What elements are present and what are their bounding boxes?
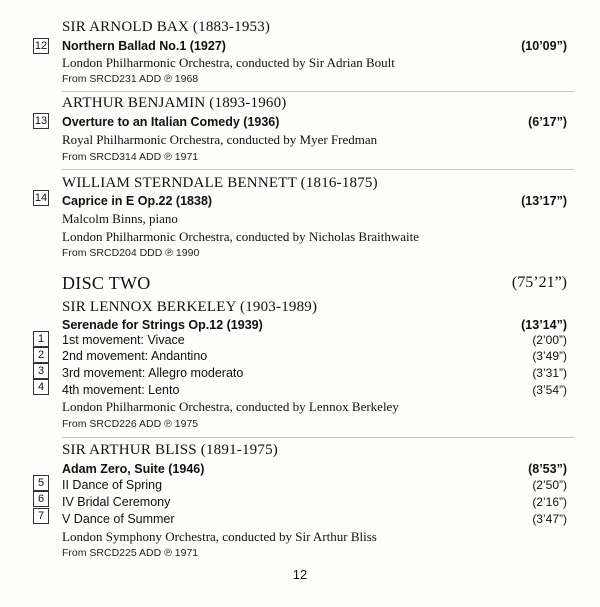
movement-title: V Dance of Summer: [62, 512, 175, 526]
work-duration: (8’53”): [528, 462, 567, 476]
performer-credit: Malcolm Binns, piano: [62, 211, 178, 226]
movement-title: 4th movement: Lento: [62, 383, 180, 397]
work-duration: (13’14”): [521, 318, 567, 332]
disc-title: DISC TWO: [62, 273, 151, 293]
page-number: 12: [292, 567, 308, 582]
work-title: Adam Zero, Suite (1946): [62, 462, 205, 476]
track-number: 5: [33, 475, 49, 491]
movement-duration: (3’49”): [532, 349, 567, 363]
work-duration: (10’09”): [521, 39, 567, 53]
track-number: 2: [33, 347, 49, 363]
movement-duration: (3’31”): [532, 366, 567, 380]
source-info: From SRCD204 DDD ℗ 1990: [62, 247, 200, 259]
performer-credit: London Philharmonic Orchestra, conducted by Nicholas Braithwaite: [62, 229, 420, 244]
track-number: 13: [34, 115, 48, 127]
track-number: 3: [33, 363, 49, 379]
track-number: 7: [33, 508, 49, 524]
composer-name: ARTHUR BENJAMIN (1893-1960): [62, 95, 287, 111]
composer-name: SIR LENNOX BERKELEY (1903-1989): [62, 299, 318, 315]
performer-credit: Royal Philharmonic Orchestra, conducted by Myer Fredman: [62, 132, 378, 147]
work-duration: (6’17”): [528, 115, 567, 129]
track-number: 1: [33, 331, 49, 347]
movement-duration: (3’47”): [532, 512, 567, 526]
source-info: From SRCD225 ADD ℗ 1971: [62, 547, 199, 559]
movement-title: 3rd movement: Allegro moderato: [62, 366, 244, 380]
track-number: 4: [33, 379, 49, 395]
work-title: Northern Ballad No.1 (1927): [62, 39, 226, 53]
source-info: From SRCD226 ADD ℗ 1975: [62, 418, 199, 430]
work-title: Caprice in E Op.22 (1838): [62, 194, 213, 208]
composer-name: SIR ARTHUR BLISS (1891-1975): [62, 442, 278, 458]
section-divider: [62, 91, 574, 92]
movement-duration: (2’00”): [532, 333, 567, 347]
performer-credit: London Philharmonic Orchestra, conducted by Lennox Berkeley: [62, 399, 399, 414]
work-title: Serenade for Strings Op.12 (1939): [62, 318, 263, 332]
source-info: From SRCD231 ADD ℗ 1968: [62, 73, 199, 85]
track-number: 12: [34, 40, 48, 52]
track-number: 6: [33, 491, 49, 507]
disc-duration: (75’21”): [511, 274, 567, 291]
performer-credit: London Symphony Orchestra, conducted by Sir Arthur Bliss: [62, 529, 377, 544]
composer-name: WILLIAM STERNDALE BENNETT (1816-1875): [62, 175, 378, 191]
movement-title: IV Bridal Ceremony: [62, 495, 171, 509]
work-duration: (13’17”): [521, 194, 567, 208]
track-number: 14: [34, 192, 48, 204]
movement-duration: (2’50”): [532, 478, 567, 492]
movement-duration: (2’16”): [532, 495, 567, 509]
movement-duration: (3’54”): [532, 383, 567, 397]
performer-credit: London Philharmonic Orchestra, conducted by Sir Adrian Boult: [62, 55, 395, 70]
movement-title: 2nd movement: Andantino: [62, 349, 208, 363]
section-divider: [62, 437, 574, 438]
composer-name: SIR ARNOLD BAX (1883-1953): [62, 19, 271, 35]
source-info: From SRCD314 ADD ℗ 1971: [62, 151, 199, 163]
section-divider: [62, 169, 574, 170]
movement-title: 1st movement: Vivace: [62, 333, 185, 347]
work-title: Overture to an Italian Comedy (1936): [62, 115, 280, 129]
movement-title: II Dance of Spring: [62, 478, 163, 492]
